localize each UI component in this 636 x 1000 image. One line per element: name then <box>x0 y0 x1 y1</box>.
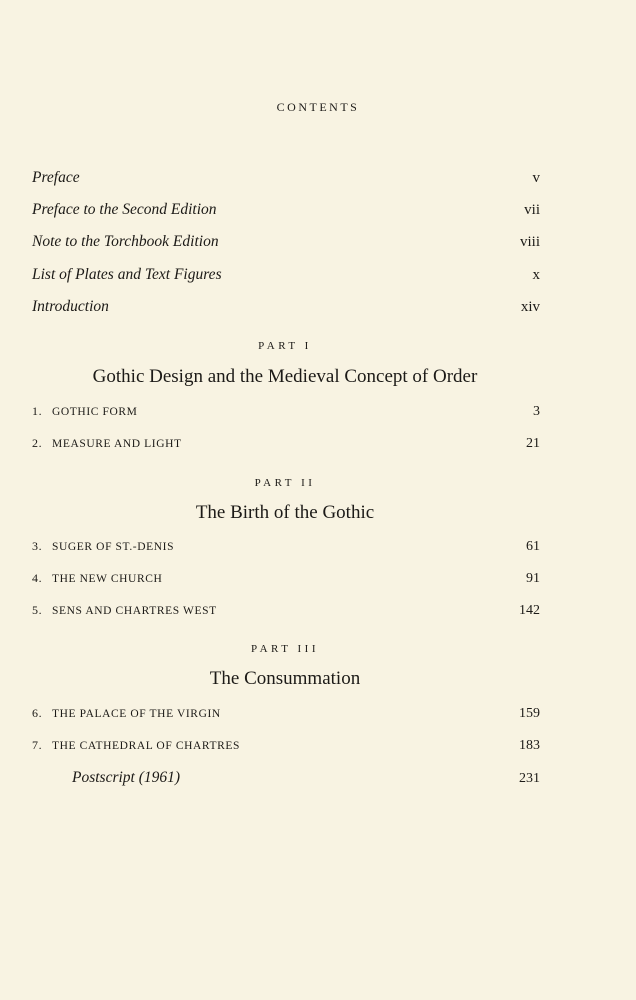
toc-entry-title-group <box>32 706 221 721</box>
chapter-title: GOTHIC FORM <box>52 406 138 418</box>
toc-entry-chapter-4[interactable] <box>32 571 540 593</box>
toc-entry-page: 91 <box>526 571 540 586</box>
chapter-title: SENS AND CHARTRES WEST <box>52 605 217 617</box>
chapter-number: 5. <box>32 603 43 617</box>
chapter-number: 3. <box>32 539 43 553</box>
chapter-title: THE PALACE OF THE VIRGIN <box>52 708 221 720</box>
toc-entry-postscript[interactable] <box>32 769 540 791</box>
part-title: The Consummation <box>209 668 361 689</box>
toc-entry-title: Preface to the Second Edition <box>32 201 217 218</box>
chapter-number: 1. <box>32 404 43 418</box>
toc-entry-page: 231 <box>519 771 540 786</box>
toc-entry-preface[interactable] <box>32 169 540 191</box>
toc-entry-title-group <box>32 404 138 419</box>
chapter-title: THE CATHEDRAL OF CHARTRES <box>52 740 240 752</box>
part-label: PART II <box>254 477 316 489</box>
toc-entry-chapter-6[interactable] <box>32 706 540 728</box>
chapter-title: SUGER OF ST.-DENIS <box>52 541 175 553</box>
toc-entry-page: 142 <box>519 603 540 618</box>
toc-entry-chapter-1[interactable] <box>32 404 540 426</box>
toc-entry-page: v <box>532 170 540 186</box>
part-title: Gothic Design and the Medieval Concept of Order <box>92 366 478 387</box>
toc-entry-title: Preface <box>32 169 80 186</box>
toc-entry-page: 61 <box>526 539 540 554</box>
toc-entry-title-group <box>32 436 182 451</box>
part-label: PART III <box>251 643 319 655</box>
toc-entry-title: Postscript (1961) <box>72 769 181 786</box>
toc-entry-page: 183 <box>519 738 540 753</box>
chapter-title: MEASURE AND LIGHT <box>52 438 182 450</box>
toc-entry-title: List of Plates and Text Figures <box>32 266 222 283</box>
toc-entry-preface-second-edition[interactable] <box>32 201 540 223</box>
toc-entry-title: Introduction <box>32 298 109 315</box>
toc-entry-title-group <box>32 603 217 618</box>
toc-entry-title-group <box>32 571 162 586</box>
toc-entry-list-of-plates[interactable] <box>32 266 540 288</box>
toc-entry-page: vii <box>524 202 540 218</box>
toc-entry-page: 21 <box>526 436 540 451</box>
toc-entry-introduction[interactable] <box>32 298 540 320</box>
part-label: PART I <box>258 340 312 352</box>
toc-entry-chapter-5[interactable] <box>32 603 540 625</box>
toc-entry-title-group <box>32 738 240 753</box>
toc-entry-page: x <box>532 267 540 283</box>
toc-entry-chapter-7[interactable] <box>32 738 540 760</box>
toc-entry-torchbook-note[interactable] <box>32 233 540 255</box>
part-title: The Birth of the Gothic <box>195 502 375 523</box>
toc-entry-chapter-3[interactable] <box>32 539 540 561</box>
toc-entry-chapter-2[interactable] <box>32 436 540 458</box>
chapter-number: 7. <box>32 738 43 752</box>
toc-entry-page: 159 <box>519 706 540 721</box>
contents-heading: CONTENTS <box>276 100 360 114</box>
toc-entry-title: Note to the Torchbook Edition <box>32 233 219 250</box>
chapter-number: 6. <box>32 706 43 720</box>
toc-entry-title-group <box>32 539 174 554</box>
chapter-number: 2. <box>32 436 43 450</box>
toc-entry-page: 3 <box>533 404 540 419</box>
toc-entry-page: xiv <box>520 299 540 315</box>
toc-entry-page: viii <box>519 234 540 250</box>
chapter-number: 4. <box>32 571 43 585</box>
chapter-title: THE NEW CHURCH <box>52 573 163 585</box>
